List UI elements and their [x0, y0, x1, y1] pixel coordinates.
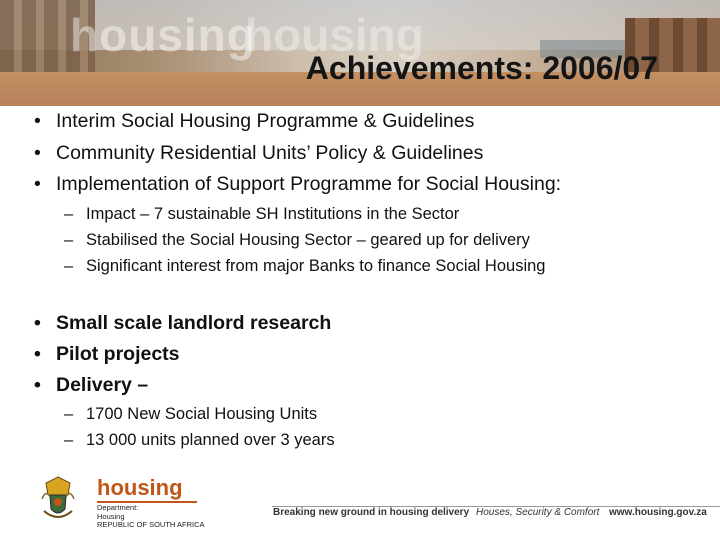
sub-bullet-item	[64, 205, 459, 224]
department-label	[97, 504, 205, 530]
bullet-item	[34, 173, 561, 196]
footer-tagline: Breaking new ground in housing delivery	[273, 507, 470, 518]
bullet-text: Community Residential Units’ Policy & Guidelines	[56, 142, 484, 164]
footer	[0, 465, 720, 540]
dash-marker: –	[64, 405, 74, 423]
bullet-item	[34, 110, 474, 133]
bullet-item	[34, 343, 180, 366]
bullet-item	[34, 142, 483, 165]
sub-bullet-text: 1700 New Social Housing Units	[86, 405, 318, 423]
bullet-text: Implementation of Support Programme for Social Housing:	[56, 173, 562, 195]
bullet-marker: •	[34, 110, 41, 132]
sub-bullet-item	[64, 431, 335, 450]
bullet-text: Small scale landlord research	[56, 312, 332, 334]
dash-marker: –	[64, 231, 74, 249]
dept-line: Department:	[97, 503, 139, 512]
sub-bullet-text: Impact – 7 sustainable SH Institutions in the Sector	[86, 205, 460, 223]
coat-of-arms-icon	[40, 475, 76, 525]
slide-title: Achievements: 2006/07	[305, 50, 658, 86]
dash-marker: –	[64, 257, 74, 275]
bullet-item	[34, 374, 148, 397]
bullet-text: Pilot projects	[56, 343, 180, 365]
sub-bullet-text: Stabilised the Social Housing Sector – geared up for delivery	[86, 231, 530, 249]
sub-bullet-item	[64, 231, 530, 250]
bullet-marker: •	[34, 374, 41, 396]
sub-bullet-item	[64, 405, 317, 424]
bullet-marker: •	[34, 343, 41, 365]
dash-marker: –	[64, 431, 74, 449]
bullet-marker: •	[34, 312, 41, 334]
banner-watermark: housing	[70, 9, 256, 61]
banner-watermark: housing	[245, 9, 424, 61]
housing-logo-text: housing	[97, 475, 183, 500]
bullet-text: Delivery –	[56, 374, 149, 396]
dash-marker: –	[64, 205, 74, 223]
bullet-item	[34, 312, 331, 335]
sub-bullet-item	[64, 257, 545, 276]
header-banner	[0, 0, 720, 106]
dept-line: REPUBLIC OF SOUTH AFRICA	[97, 520, 205, 529]
dept-line: Housing	[97, 511, 125, 521]
sub-bullet-text: Significant interest from major Banks to finance Social Housing	[86, 257, 546, 275]
bullet-marker: •	[34, 173, 41, 195]
sub-bullet-text: 13 000 units planned over 3 years	[86, 431, 335, 449]
footer-website: www.housing.gov.za	[609, 507, 707, 518]
footer-motto: Houses, Security & Comfort	[476, 507, 600, 518]
bullet-marker: •	[34, 142, 41, 164]
bullet-text: Interim Social Housing Programme & Guidelines	[56, 110, 475, 132]
